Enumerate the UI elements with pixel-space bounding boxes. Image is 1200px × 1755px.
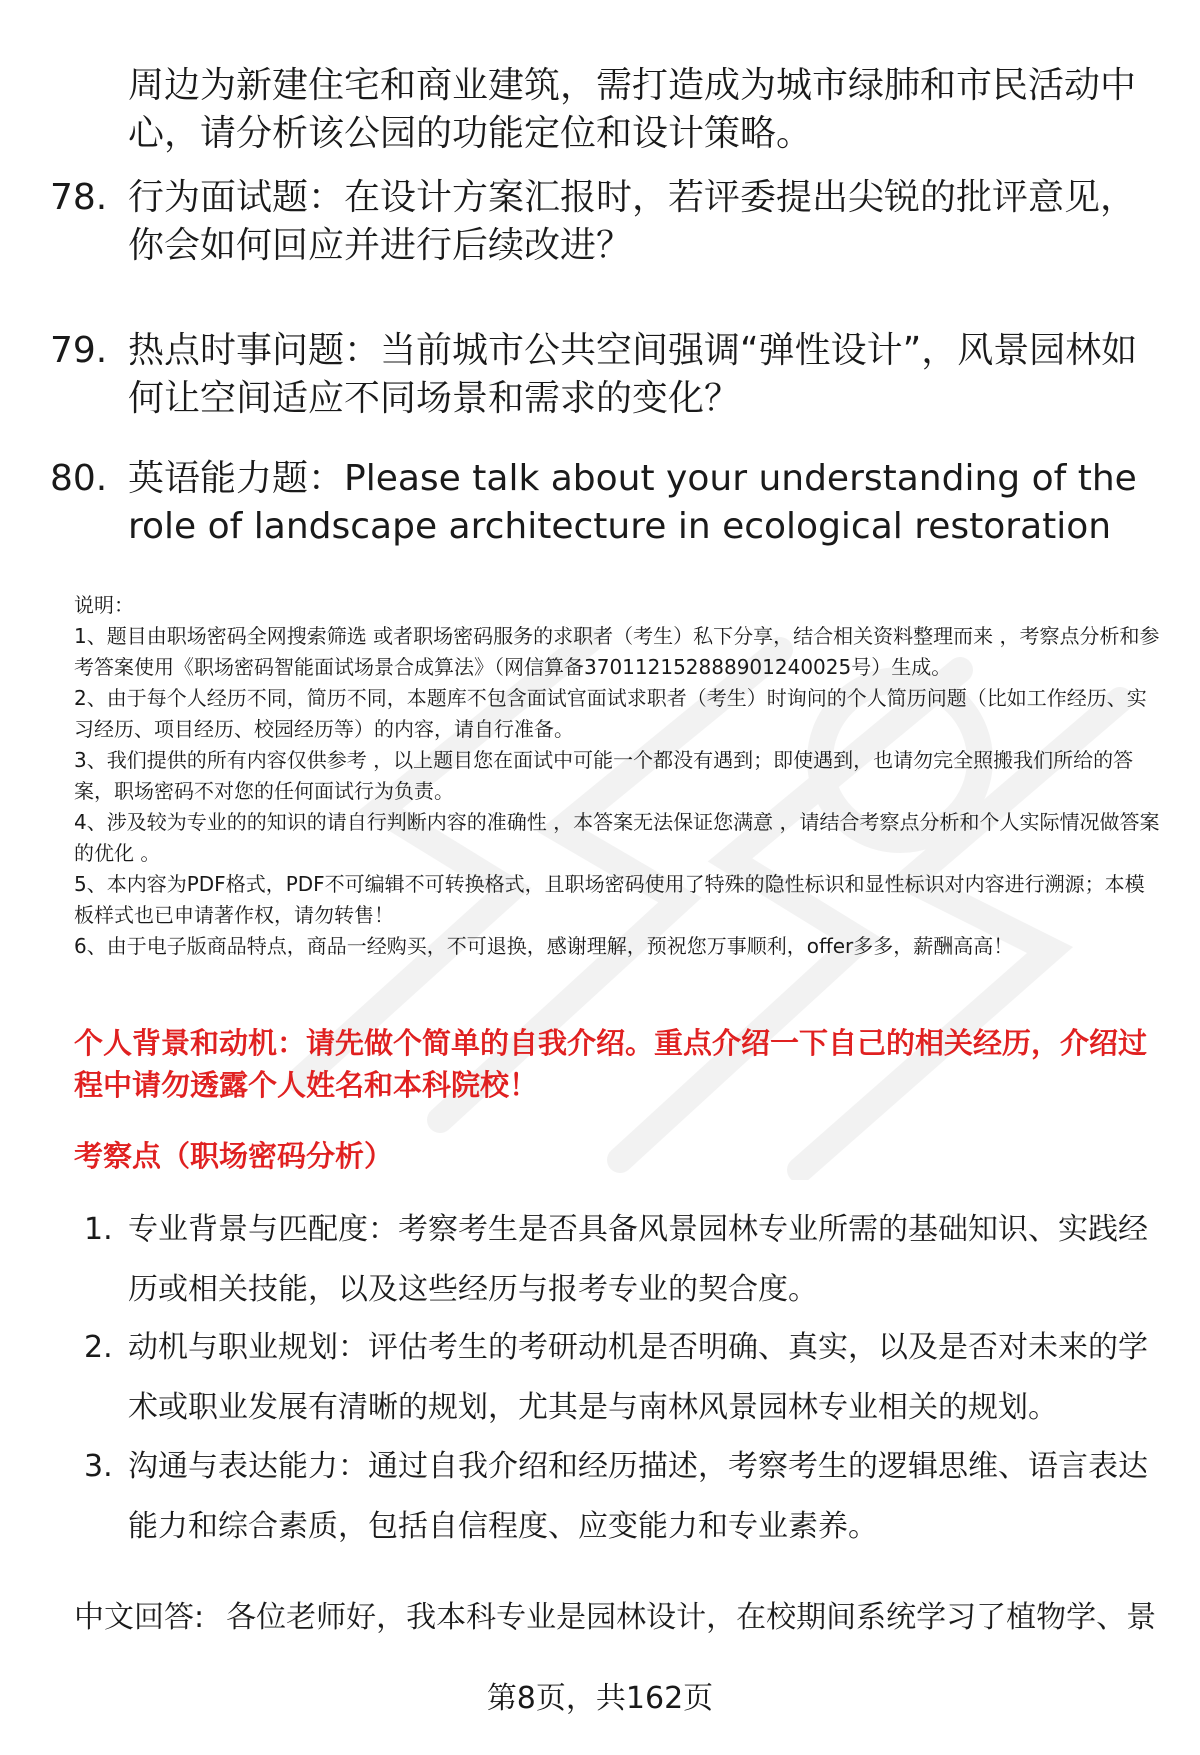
question-77-continuation: 周边为新建住宅和商业建筑，需打造成为城市绿肺和市民活动中心，请分析该公园的功能定位和设计策略。 <box>128 65 1137 154</box>
note-item: 2、由于每个人经历不同，简历不同，本题库不包含面试官面试求职者（考生）时询问的个人简历问题（比如工作经历、实习经历、项目经历、校园经历等）的内容，请自行准备。 <box>74 686 1147 741</box>
point-number: 2. <box>84 1330 113 1365</box>
point-number: 3. <box>84 1449 113 1484</box>
question-number: 79. <box>50 330 108 371</box>
point-text: 动机与职业规划：评估考生的考研动机是否明确、真实，以及是否对未来的学术或职业发展有清晰的规划，尤其是与南林风景园林专业相关的规划。 <box>128 1330 1148 1425</box>
page-footer: 第8页，共162页 <box>486 1681 714 1716</box>
point-text: 沟通与表达能力：通过自我介绍和经历描述，考察考生的逻辑思维、语言表达能力和综合素质，包括自信程度、应变能力和专业素养。 <box>128 1449 1148 1544</box>
note-item: 6、由于电子版商品特点，商品一经购买，不可退换，感谢理解，预祝您万事顺利，offer多多，薪酬高高！ <box>74 934 1014 958</box>
note-item: 1、题目由职场密码全网搜索筛选 或者职场密码服务的求职者（考生）私下分享，结合相关资料整理而来 ，考察点分析和参考答案使用《职场密码智能面试场景合成算法》（网信算备370112152888901240025号）生成。 <box>74 624 1160 679</box>
point-number: 1. <box>84 1212 113 1247</box>
answer-label: 中文回答: <box>74 1600 205 1635</box>
question-text: 热点时事问题：当前城市公共空间强调“弹性设计”，风景园林如何让空间适应不同场景和需求的变化？ <box>128 330 1138 419</box>
question-number: 80. <box>50 458 108 499</box>
note-item: 4、涉及较为专业的的知识的请自行判断内容的准确性 ，本答案无法保证您满意 ，请结合考察点分析和个人实际情况做答案的优化 。 <box>74 810 1160 865</box>
question-text: 英语能力题：Please talk about your understanding of the role of landscape architecture in ecological restoration <box>128 458 1137 547</box>
note-item: 3、我们提供的所有内容仅供参考 ，以上题目您在面试中可能一个都没有遇到；即使遇到，也请勿完全照搬我们所给的答案，职场密码不对您的任何面试行为负责。 <box>74 748 1134 803</box>
section-heading: 个人背景和动机：请先做个简单的自我介绍。重点介绍一下自己的相关经历，介绍过程中请勿透露个人姓名和本科院校！ <box>74 1026 1148 1102</box>
question-text: 行为面试题：在设计方案汇报时，若评委提出尖锐的批评意见，你会如何回应并进行后续改进？ <box>128 177 1137 266</box>
answer-text: 各位老师好，我本科专业是园林设计，在校期间系统学习了植物学、景 <box>226 1600 1157 1635</box>
notes-section <box>74 590 1160 962</box>
notes-title: 说明： <box>74 593 134 617</box>
analysis-heading: 考察点（职场密码分析） <box>74 1139 394 1173</box>
question-number: 78. <box>50 177 108 218</box>
point-text: 专业背景与匹配度：考察考生是否具备风景园林专业所需的基础知识、实践经历或相关技能，以及这些经历与报考专业的契合度。 <box>128 1212 1148 1307</box>
answer-paragraph <box>74 1596 1174 1640</box>
note-item: 5、本内容为PDF格式，PDF不可编辑不可转换格式，且职场密码使用了特殊的隐性标识和显性标识对内容进行溯源；本模板样式也已申请著作权，请勿转售！ <box>74 872 1145 927</box>
